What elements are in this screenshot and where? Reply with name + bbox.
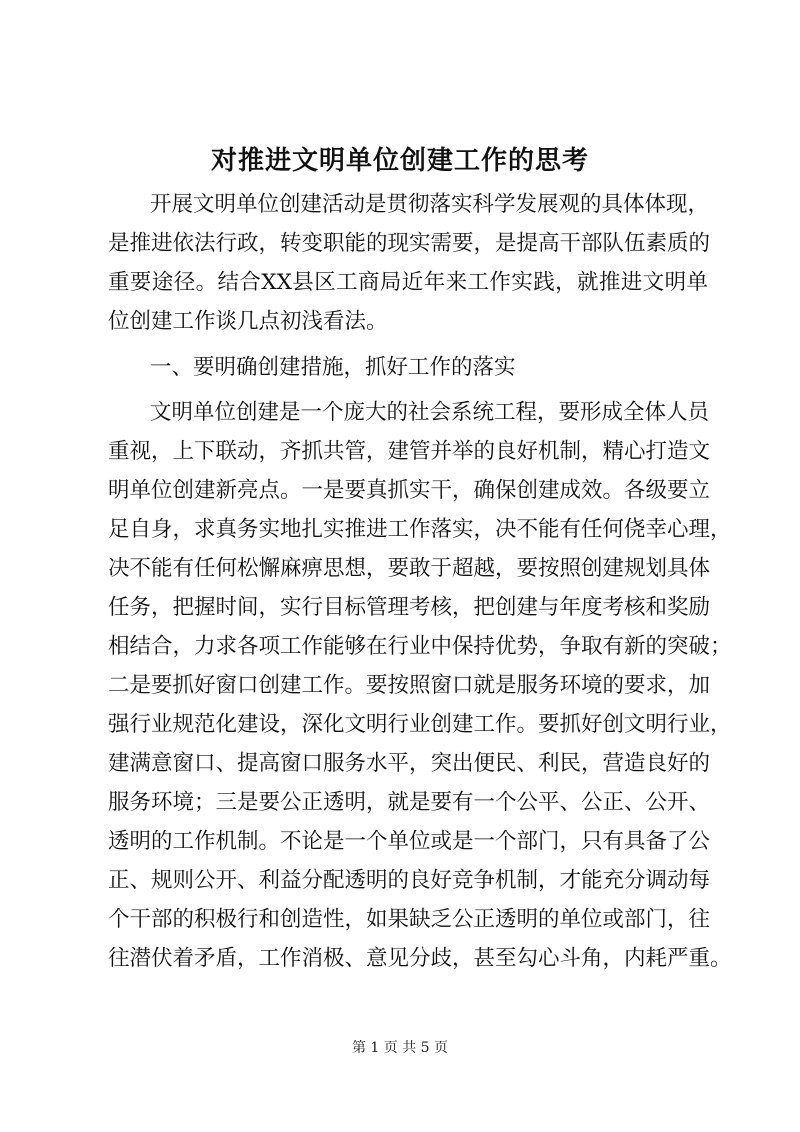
paragraph-line: 开展文明单位创建活动是贯彻落实科学发展观的具体体现， [150, 192, 710, 217]
paragraph-line: 任务，把握时间，实行目标管理考核，把创建与年度考核和奖励 [108, 595, 711, 620]
paragraph-line: 个干部的积极行和创造性，如果缺乏公正透明的单位或部门，往 [108, 907, 711, 932]
paragraph-line: 透明的工作机制。不论是一个单位或是一个部门，只有具备了公 [108, 829, 711, 854]
paragraph-line: 重要途径。结合XX县区工商局近年来工作实践，就推进文明单 [108, 270, 708, 295]
paragraph-line: 明单位创建新亮点。一是要真抓实干，确保创建成效。各级要立 [108, 478, 711, 503]
section-heading: 一、要明确创建措施，抓好工作的落实 [150, 355, 516, 380]
paragraph-line: 强行业规范化建设，深化文明行业创建工作。要抓好创文明行业， [108, 712, 732, 737]
paragraph-line: 是推进依法行政，转变职能的现实需要，是提高干部队伍素质的 [108, 231, 711, 256]
page-number-footer: 第 1 页 共 5 页 [351, 1040, 449, 1056]
paragraph-line: 二是要抓好窗口创建工作。要按照窗口就是服务环境的要求，加 [108, 673, 711, 698]
paragraph-line: 决不能有任何松懈麻痹思想，要敢于超越，要按照创建规划具体 [108, 556, 711, 581]
paragraph-line: 正、规则公开、利益分配透明的良好竞争机制，才能充分调动每 [108, 868, 711, 893]
paragraph-line: 相结合，力求各项工作能够在行业中保持优势，争取有新的突破； [108, 634, 732, 659]
paragraph-line: 足自身，求真务实地扎实推进工作落实，决不能有任何侥幸心理， [108, 517, 732, 542]
paragraph-line: 重视，上下联动，齐抓共管，建管并举的良好机制，精心打造文 [108, 439, 711, 464]
paragraph-line: 文明单位创建是一个庞大的社会系统工程，要形成全体人员 [150, 400, 710, 425]
paragraph-line: 建满意窗口、提高窗口服务水平，突出便民、利民，营造良好的 [108, 751, 711, 776]
document-title: 对推进文明单位创建工作的思考 [210, 146, 589, 176]
paragraph-line: 服务环境；三是要公正透明，就是要有一个公平、公正、公开、 [108, 790, 711, 815]
paragraph-line: 位创建工作谈几点初浅看法。 [108, 309, 388, 334]
paragraph-line: 往潜伏着矛盾，工作消极、意见分歧，甚至勾心斗角，内耗严重。 [108, 946, 732, 971]
